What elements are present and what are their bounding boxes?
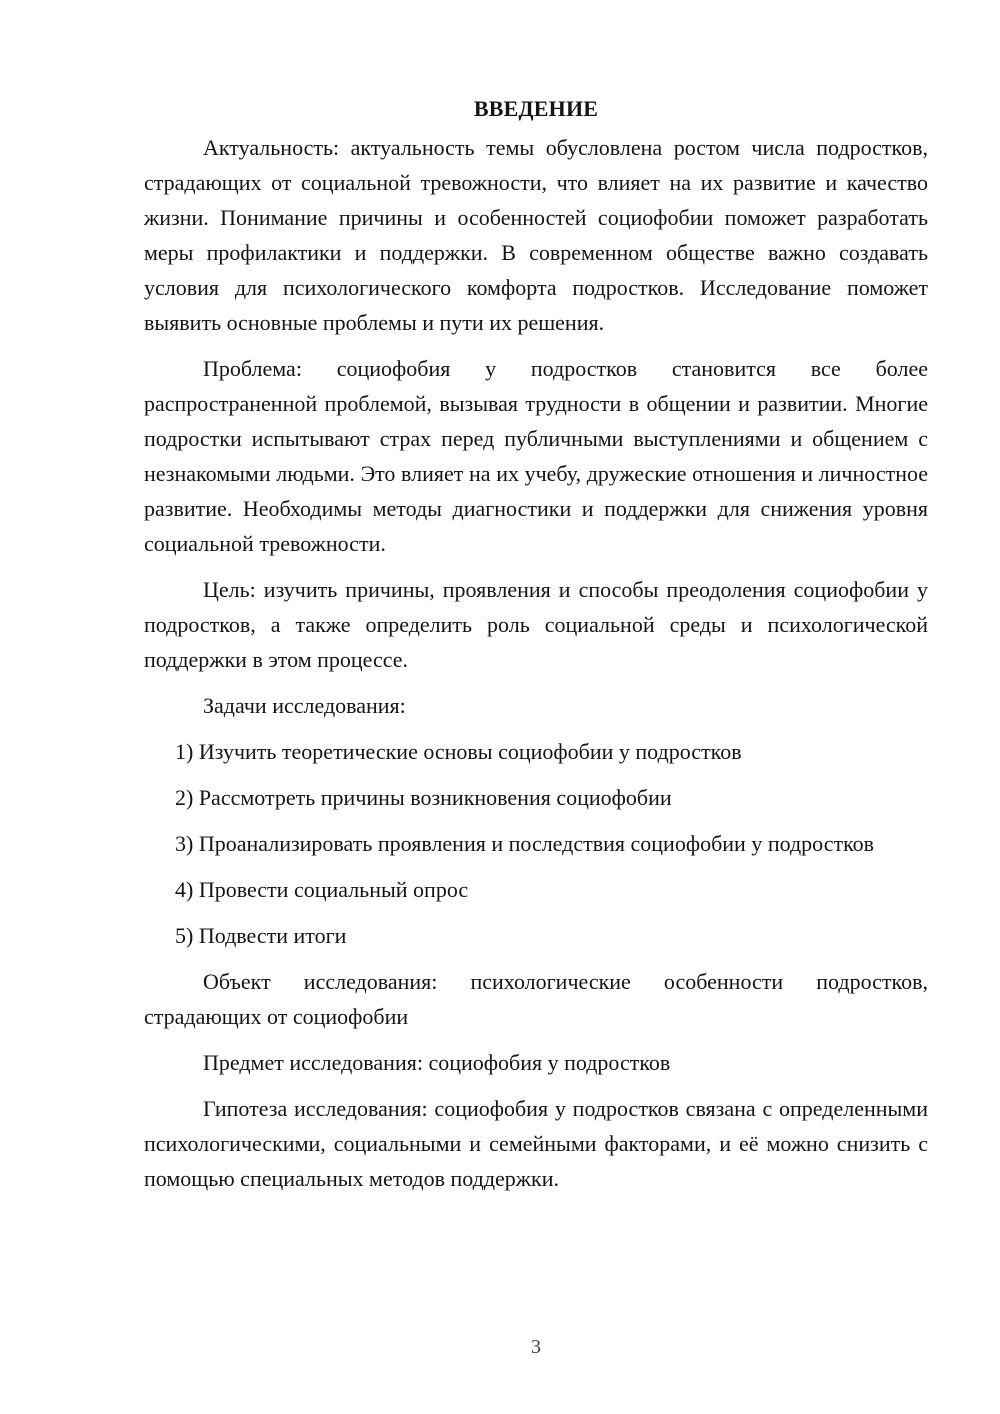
task-item: 1) Изучить теоретические основы социофобии у подростков bbox=[175, 739, 742, 764]
task-item: 4) Провести социальный опрос bbox=[175, 877, 469, 902]
task-item: 5) Подвести итоги bbox=[175, 923, 347, 948]
problem-paragraph: Проблема: социофобия у подростков становится все более распространенной проблемой, вызывая трудности в общении и развитии. Многие подростки испытывают страх перед публичными выступлениями и общением с незнакомыми людьми. Это влияет на их учебу, дружеские отношения и личностное развитие. Необходимы методы диагностики и поддержки для снижения уровня социальной тревожности. bbox=[144, 356, 928, 556]
tasks-heading: Задачи исследования: bbox=[203, 693, 406, 718]
document-page bbox=[144, 94, 928, 1207]
goal-paragraph: Цель: изучить причины, проявления и способы преодоления социофобии у подростков, а также определить роль социальной среды и психологической поддержки в этом процессе. bbox=[144, 577, 928, 672]
relevance-paragraph: Актуальность: актуальность темы обусловлена ростом числа подростков, страдающих от социальной тревожности, что влияет на их развитие и качество жизни. Понимание причины и особенностей социофобии поможет разработать меры профилактики и поддержки. В современном обществе важно создавать условия для психологического комфорта подростков. Исследование поможет выявить основные проблемы и пути их решения. bbox=[144, 135, 928, 335]
task-item: 3) Проанализировать проявления и последствия социофобии у подростков bbox=[175, 831, 875, 856]
object-paragraph: Объект исследования: психологические особенности подростков, страдающих от социофобии bbox=[144, 969, 928, 1029]
task-item: 2) Рассмотреть причины возникновения социофобии bbox=[175, 785, 672, 810]
section-title: ВВЕДЕНИЕ bbox=[473, 96, 599, 121]
hypothesis-paragraph: Гипотеза исследования: социофобия у подростков связана с определенными психологическими, социальными и семейными факторами, и её можно снизить с помощью специальных методов поддержки. bbox=[144, 1096, 928, 1191]
subject-paragraph: Предмет исследования: социофобия у подростков bbox=[203, 1050, 671, 1075]
page-number: 3 bbox=[531, 1336, 541, 1358]
